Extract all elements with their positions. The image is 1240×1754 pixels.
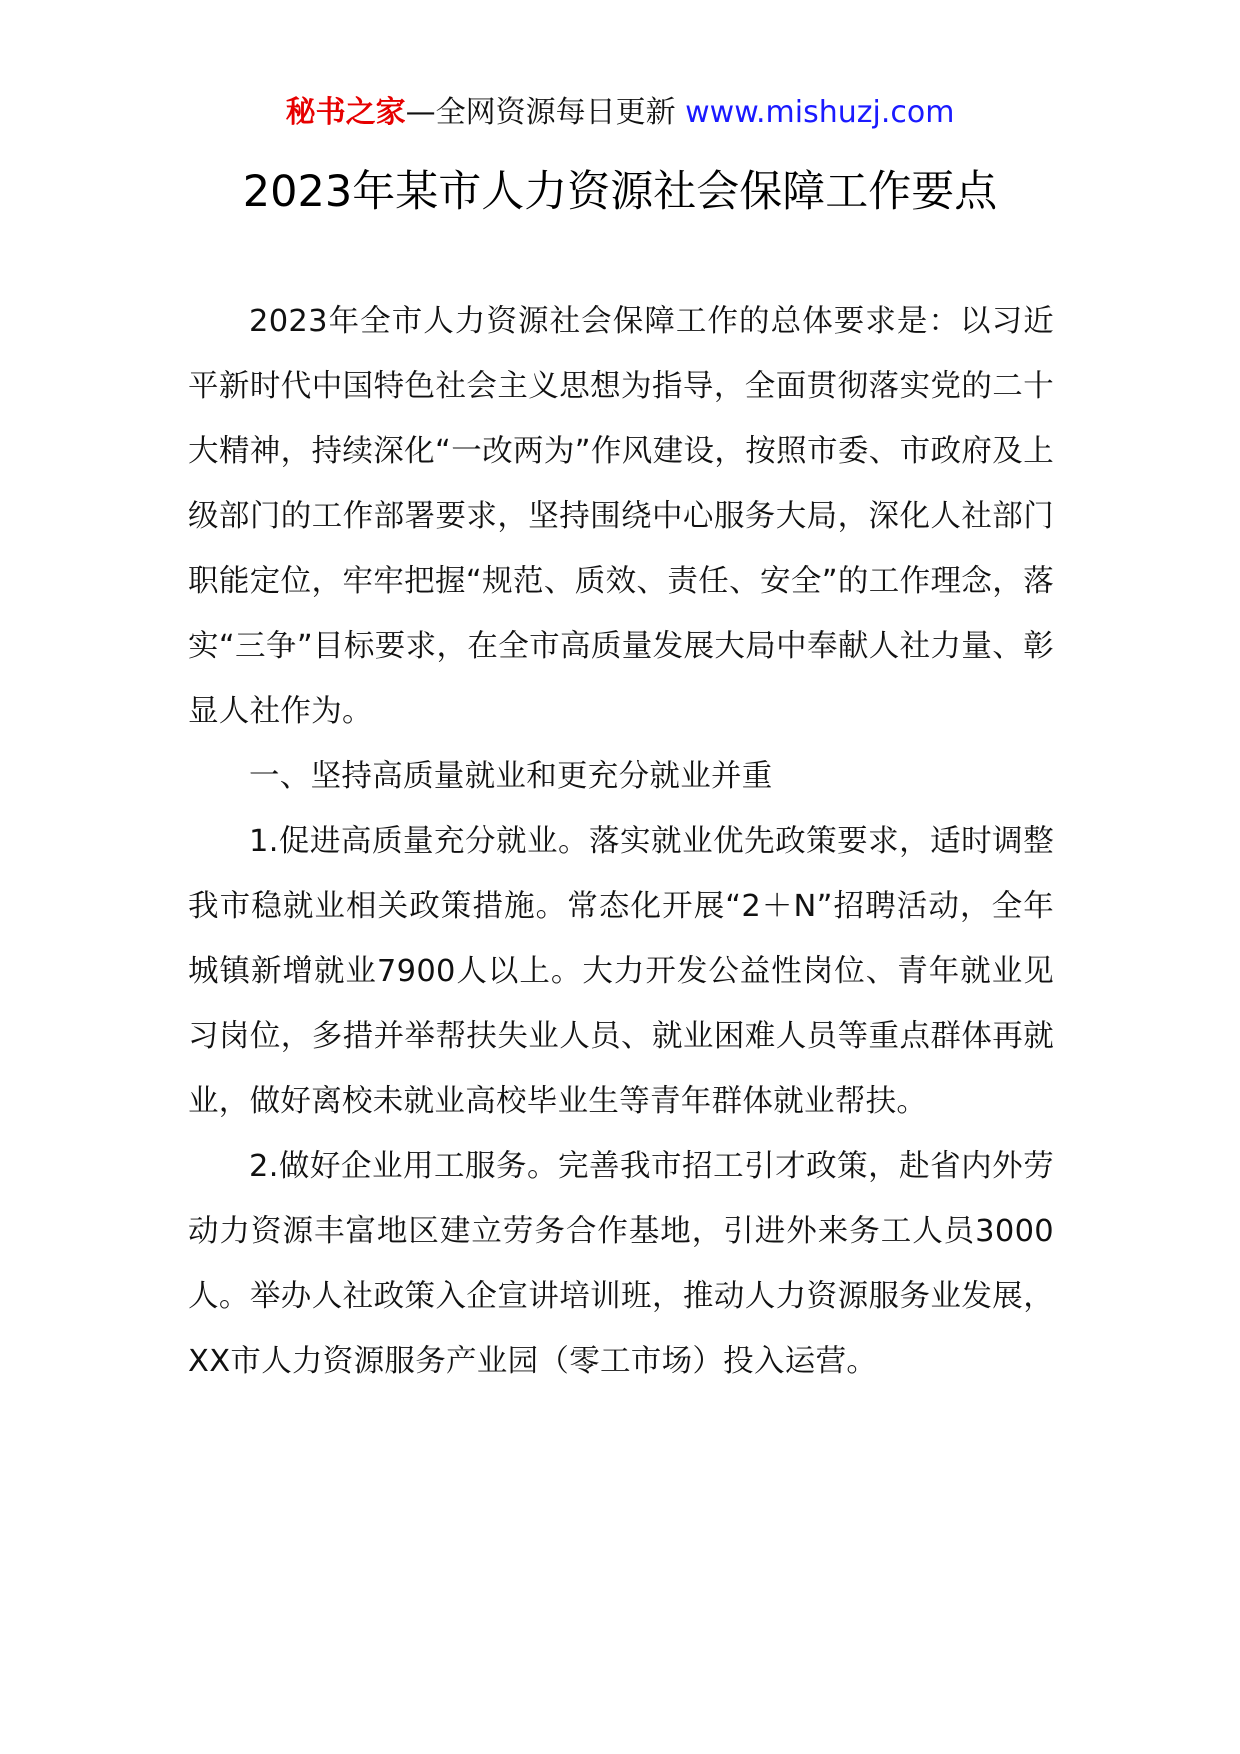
body-paragraph: 2.做好企业用工服务。完善我市招工引才政策，赴省内外劳动力资源丰富地区建立劳务合作基地，引进外来务工人员3000人。举办人社政策入企宣讲培训班，推动人力资源服务业发展，XX市人力资源服务产业园（零工市场）投入运营。 <box>188 1149 1054 1379</box>
intro-paragraph: 2023年全市人力资源社会保障工作的总体要求是：以习近平新时代中国特色社会主义思想为指导，全面贯彻落实党的二十大精神，持续深化“一改两为”作风建设，按照市委、市政府及上级部门的工作部署要求，坚持围绕中心服务大局，深化人社部门职能定位，牢牢把握“规范、质效、责任、安全”的工作理念，落实“三争”目标要求，在全市高质量发展大局中奉献人社力量、彰显人社作为。 <box>188 304 1054 729</box>
header-tagline: —全网资源每日更新 <box>405 95 686 130</box>
brand-name: 秘书之家 <box>285 95 406 130</box>
section-heading: 一、坚持高质量就业和更充分就业并重 <box>249 759 773 794</box>
document-body <box>188 289 1054 1394</box>
page-header <box>0 93 1240 133</box>
document-title: 2023年某市人力资源社会保障工作要点 <box>242 167 998 217</box>
body-paragraph: 1.促进高质量充分就业。落实就业优先政策要求，适时调整我市稳就业相关政策措施。常态化开展“2＋N”招聘活动，全年城镇新增就业7900人以上。大力开发公益性岗位、青年就业见习岗位，多措并举帮扶失业人员、就业困难人员等重点群体再就业，做好离校未就业高校毕业生等青年群体就业帮扶。 <box>188 824 1054 1119</box>
website-link[interactable]: www.mishuzj.com <box>685 95 955 130</box>
